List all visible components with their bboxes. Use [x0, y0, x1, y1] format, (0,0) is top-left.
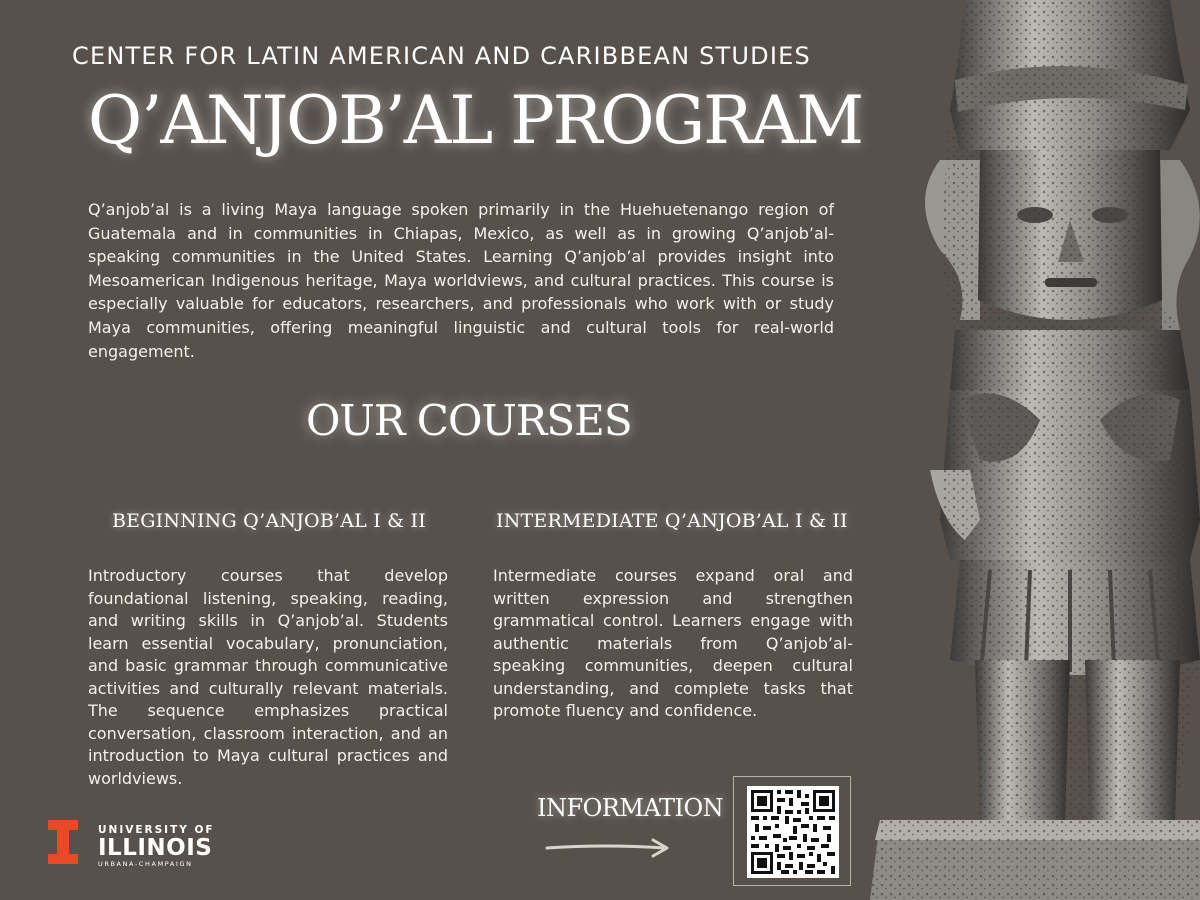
course-description-beginning: Introductory courses that develop foundational listening, speaking, reading, and writing skills in Q’anjob’al. Students learn essential vocabulary, pronunciation, and basic grammar through communicative activities and culturally relevant materials. The sequence emphasizes practical conversation, classroom interaction, and an introduction to Maya cultural practices and worldviews. [88, 566, 448, 788]
courses-heading: OUR COURSES [306, 396, 632, 445]
qr-code-icon[interactable] [747, 786, 839, 878]
course-description-intermediate: Intermediate courses expand oral and written expression and strengthen grammatical control. Learners engage with authentic materials from Q’anjob’al-speaking communities, deepen cultural understanding, and complete tasks that promote fluency and confidence. [493, 566, 853, 720]
university-logo-text [98, 824, 215, 868]
arrow-right-icon [545, 832, 673, 862]
center-name: CENTER FOR LATIN AMERICAN AND CARIBBEAN STUDIES [72, 42, 811, 70]
logo-line-1: UNIVERSITY OF [98, 824, 215, 836]
maya-statue-image [870, 0, 1200, 900]
course-title-beginning: BEGINNING Q’ANJOB’AL I & II [112, 510, 426, 532]
logo-line-3: URBANA-CHAMPAIGN [98, 860, 193, 868]
illinois-block-i-icon [48, 820, 78, 864]
qr-code-frame[interactable] [733, 776, 851, 886]
logo-line-2: ILLINOIS [98, 835, 213, 861]
course-title-intermediate: INTERMEDIATE Q’ANJOB’AL I & II [496, 510, 848, 532]
program-title: Q’ANJOB’AL PROGRAM [88, 82, 863, 159]
intro-paragraph: Q’anjob’al is a living Maya language spoken primarily in the Huehuetenango region of Guatemala and in communities in Chiapas, Mexico, as well as in growing Q’anjob’al-speaking communities in the United States. Learning Q’anjob’al provides insight into Mesoamerican Indigenous heritage, Maya worldviews, and cultural practices. This course is especially valuable for educators, researchers, and professionals who work with or study Maya communities, offering meaningful linguistic and cultural tools for real-world engagement. [88, 200, 834, 361]
information-label: INFORMATION [537, 794, 724, 822]
